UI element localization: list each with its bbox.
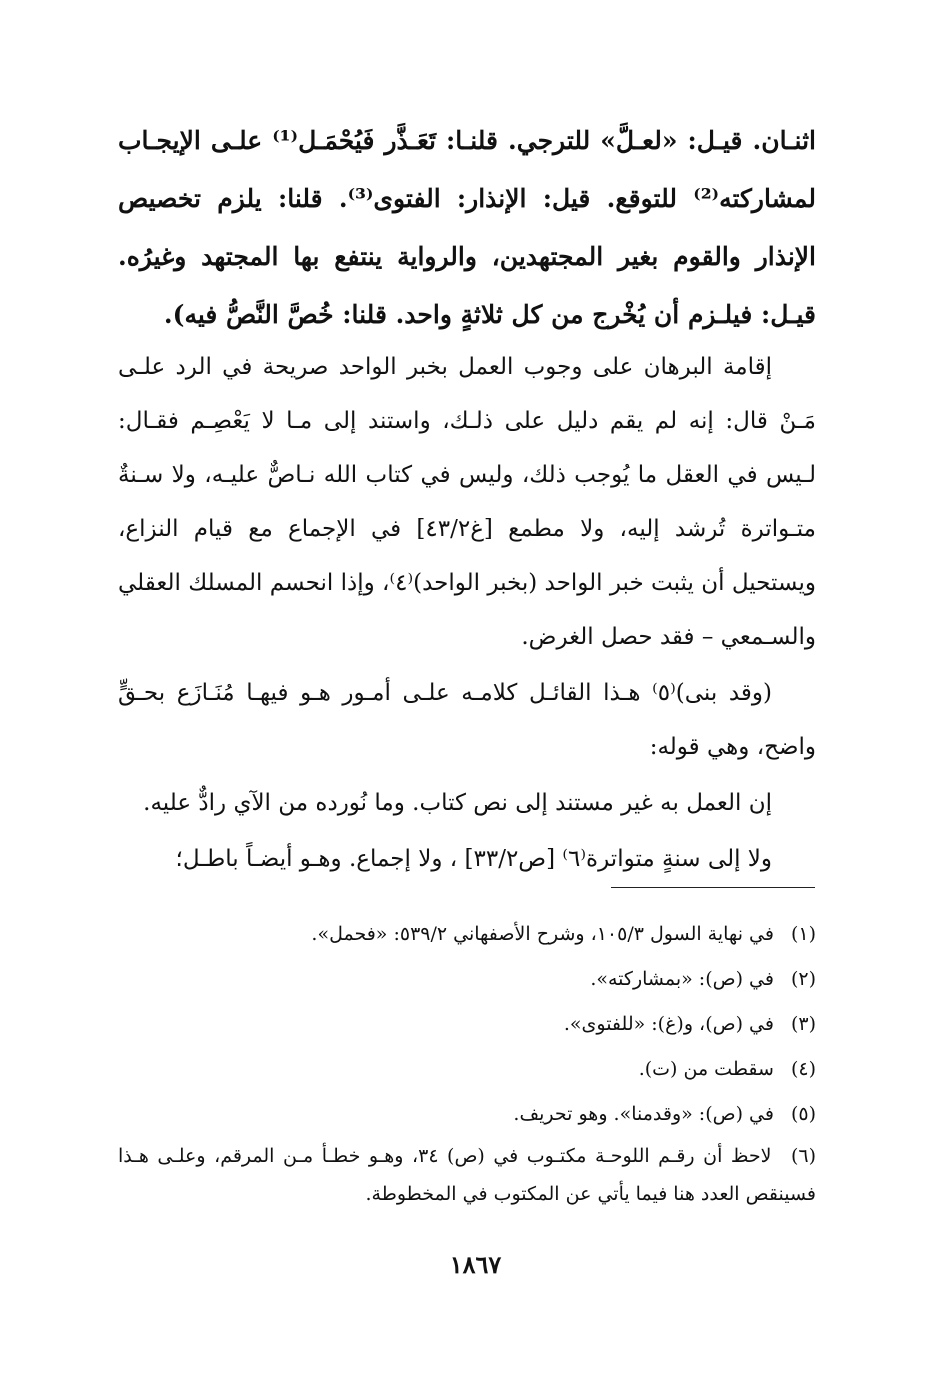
commentary-paragraph-2: (وقد بنى)⁽٥⁾ هـذا القائـل كلامـه علـى أمـور هـو فيهـا مُنَـازَع بحـقٍّ واضح، وهي قوله: bbox=[118, 680, 816, 760]
footnote-2 bbox=[118, 957, 816, 1002]
footnote-text: لاحظ أن رقـم اللوحـة مكتـوب في (ص) ٣٤، وهـو خطـأ مـن المرقم، وعلـى هـذا فسينقص العدد هنا فيما يأتي عن المكتوب في المخطوطة. bbox=[118, 1145, 816, 1205]
footnote-number: (٢) bbox=[790, 968, 816, 990]
footnote-6 bbox=[118, 1137, 816, 1213]
commentary-paragraph-4: ولا إلى سنةٍ متواترة⁽٦⁾ [ص٣٣/٢] ، ولا إجماع. وهـو أيضـاً باطـل؛ bbox=[175, 846, 772, 872]
footnote-text: في (ص): «بمشاركته». bbox=[590, 968, 774, 990]
footnote-number: (٤) bbox=[790, 1058, 816, 1080]
footnote-number: (١) bbox=[790, 923, 816, 945]
footnote-text: في (ص)، و(غ): «للفتوى». bbox=[563, 1013, 774, 1035]
footnote-text: في نهاية السول ١٠٥/٣، وشرح الأصفهاني ٥٣٩/٢: «فحمل». bbox=[311, 923, 774, 945]
footnote-1 bbox=[118, 912, 816, 957]
footnotes-section bbox=[118, 912, 816, 1213]
commentary-paragraph-3: إن العمل به غير مستند إلى نص كتاب. وما نُورده من الآي رادٌّ عليه. bbox=[143, 790, 772, 816]
footnote-text: في (ص): «وقدمنا». وهو تحريف. bbox=[513, 1103, 774, 1125]
footnote-5 bbox=[118, 1092, 816, 1137]
footnote-3 bbox=[118, 1002, 816, 1047]
footnote-text: سقطت من (ت). bbox=[638, 1058, 774, 1080]
footnote-divider bbox=[611, 887, 815, 888]
matn-paragraph: اثنـان. قيـل: «لعـلَّ» للترجي. قلنـا: تَعَـذَّر فَيُحْمَـل⁽¹⁾ علـى الإيجـاب لمشاركته⁽²⁾ للتوقع. قيل: الإنذار: الفتوى⁽³⁾. قلنا: يلزم تخصيص الإنذار والقوم بغير المجتهدين، والرواية ينتفع بها المجتهد وغيرُه. قيـل: فيلـزم أن يُخْرج من كل ثلاثةٍ واحد. قلنا: خُصَّ النَّصُّ فيه). bbox=[118, 126, 816, 329]
quoted-matn-text bbox=[118, 112, 816, 344]
commentary-text bbox=[118, 340, 816, 886]
commentary-paragraph-1: إقامة البرهان على وجوب العمل بخبر الواحد صريحة في الرد علـى مَـنْ قال: إنه لم يقم دليل على ذلـك، واستند إلى مـا لا يَعْصِـم فقـال: لـيس في العقل ما يُوجب ذلك، وليس في كتاب الله نـاصٌّ عليـه، ولا سـنةٌ متـواترة تُرشد إليه، ولا مطمع [غ٤٣/٢] في الإجماع مع قيام النزاع، ويستحيل أن يثبت خبر الواحد (بخبر الواحد)⁽٤⁾، وإذا انحسم المسلك العقلي والسـمعي – فقد حصل الغرض. bbox=[118, 354, 816, 650]
footnote-number: (٦) bbox=[790, 1145, 816, 1167]
footnote-number: (٥) bbox=[790, 1103, 816, 1125]
page-number: ١٨٦٧ bbox=[449, 1250, 502, 1279]
footnote-4 bbox=[118, 1047, 816, 1092]
footnote-number: (٣) bbox=[790, 1013, 816, 1035]
